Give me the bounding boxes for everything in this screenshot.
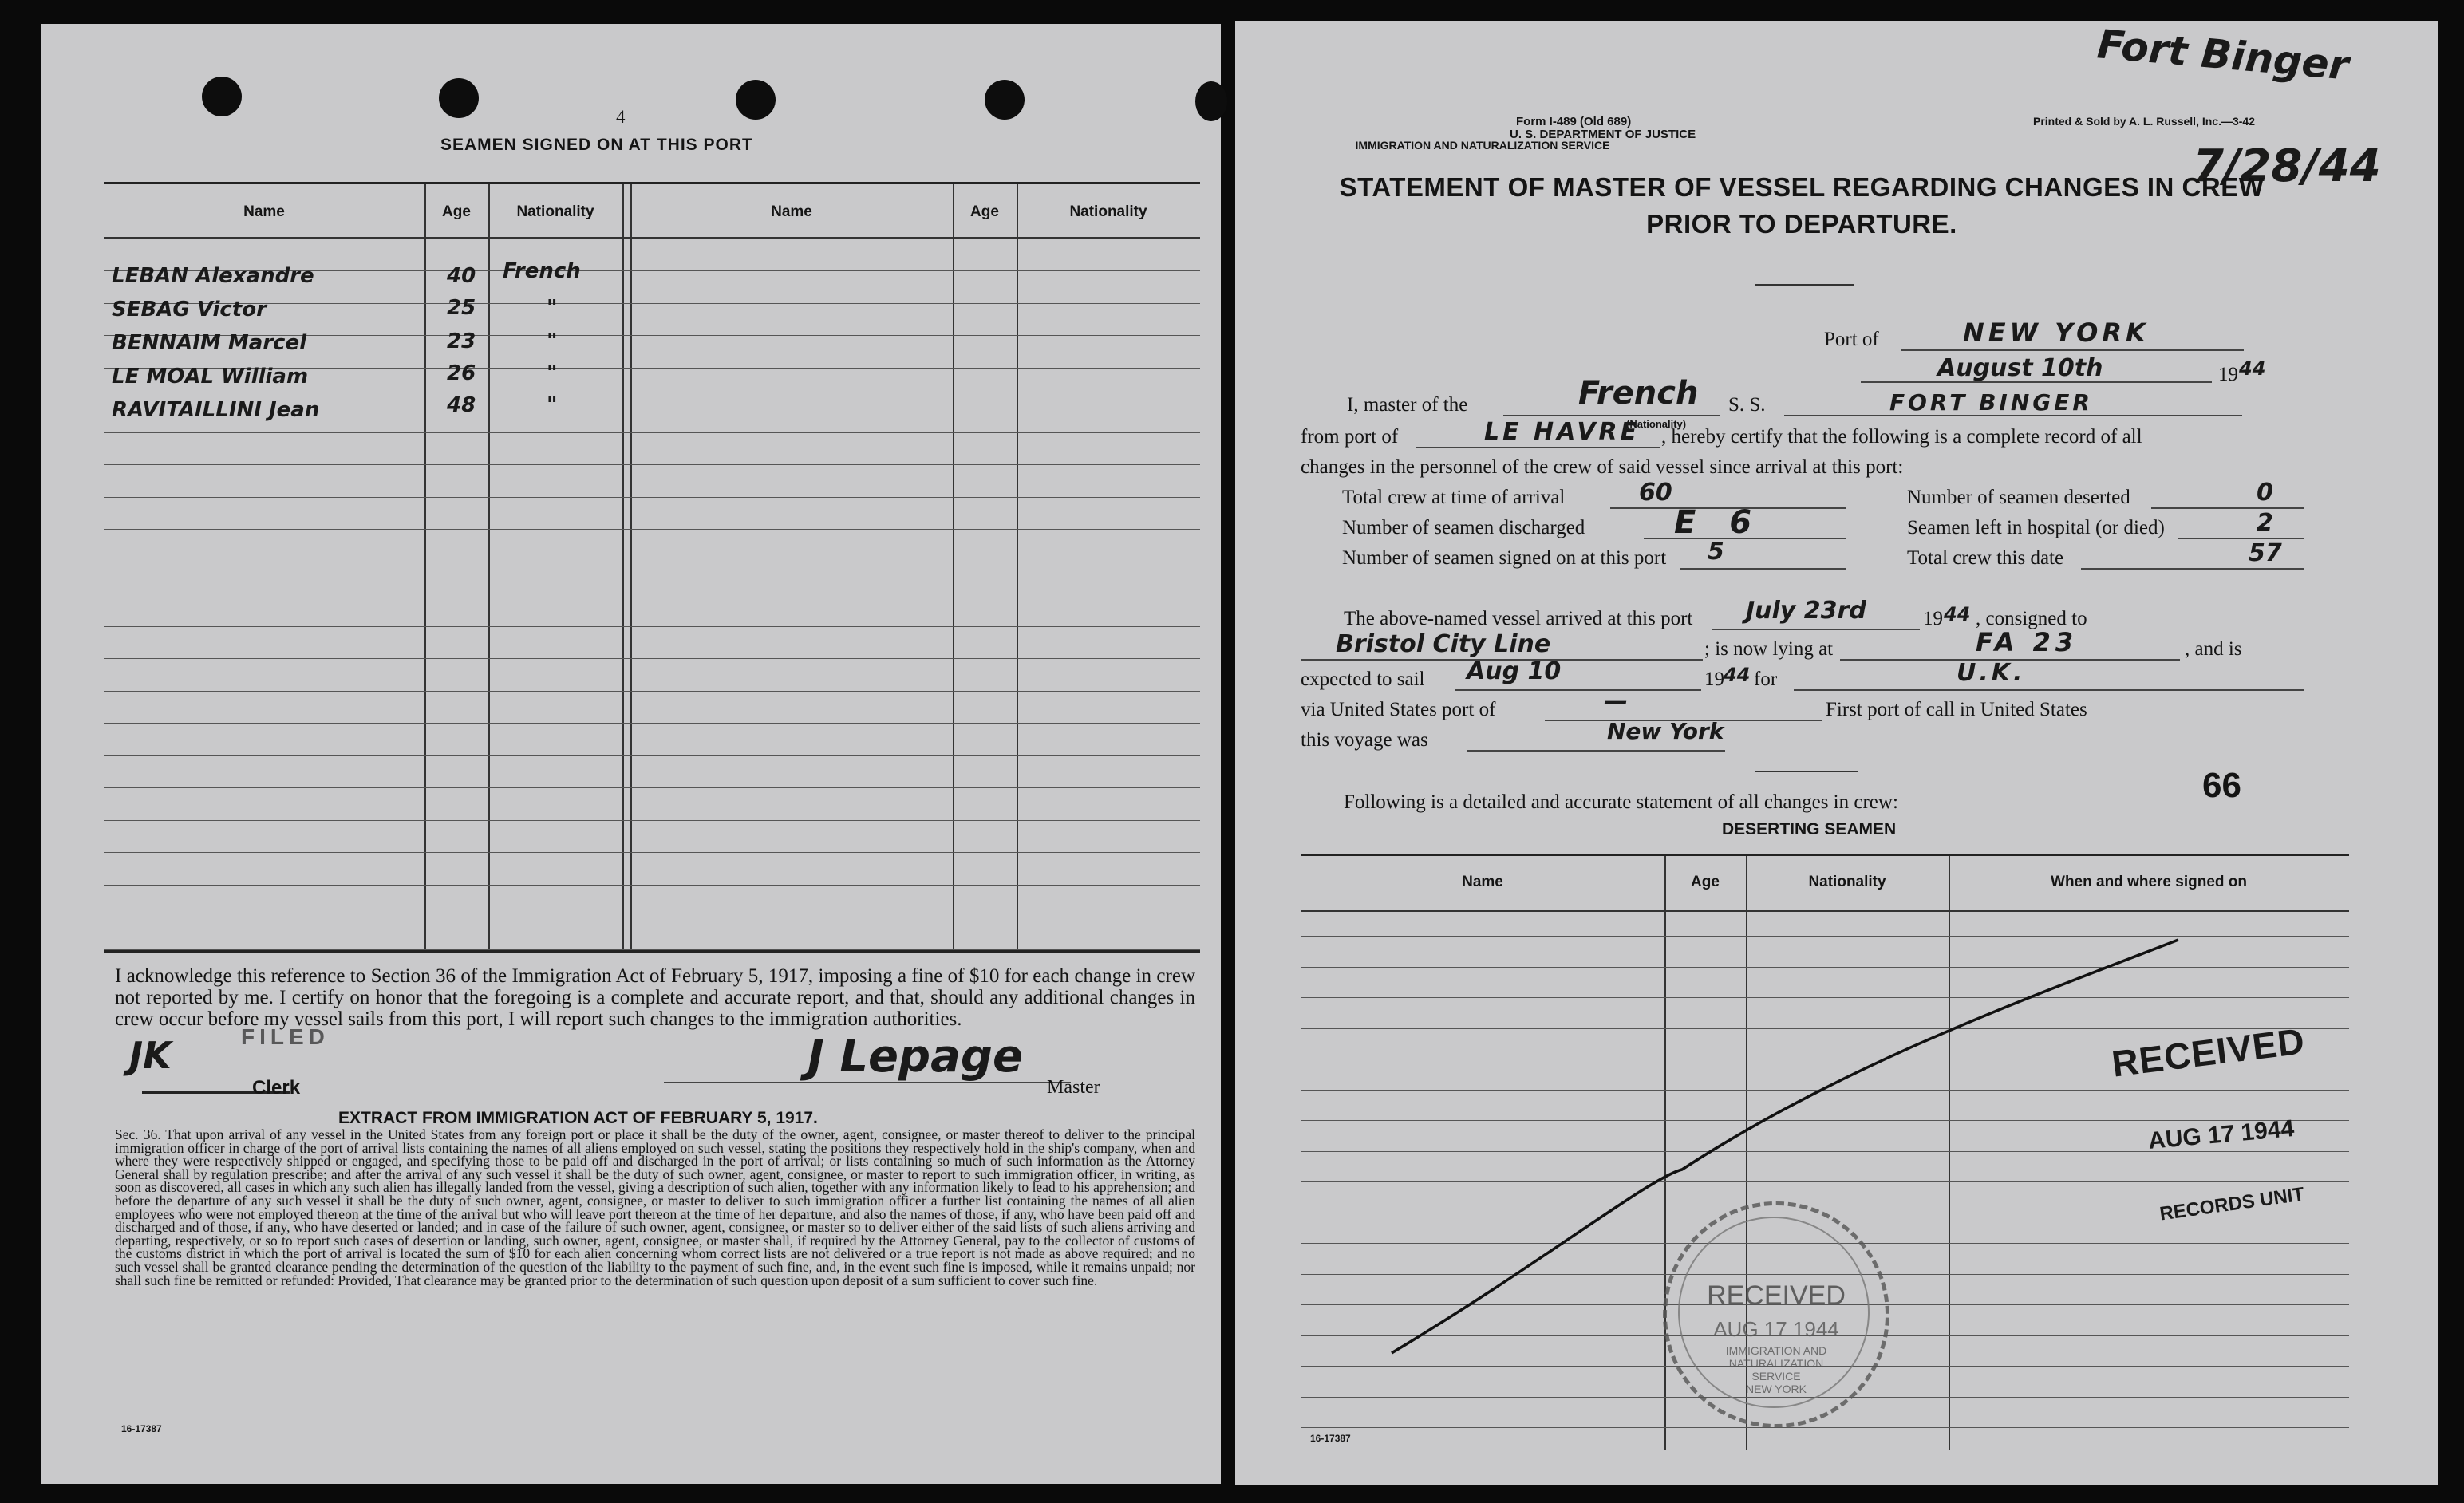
round-stamp-date: AUG 17 1944 xyxy=(1713,1317,1839,1341)
round-stamp-received: RECEIVED xyxy=(1707,1280,1846,1311)
changes-text: changes in the personnel of the crew of said vessel since arrival at this port: xyxy=(1301,456,1904,478)
consignee-value: Bristol City Line xyxy=(1336,630,1551,658)
crew-nationality: " xyxy=(547,393,558,417)
crew-age: 40 xyxy=(447,264,476,288)
total-crew-arrival-value: 60 xyxy=(1639,479,1672,507)
date-value: August 10th xyxy=(1937,354,2103,382)
ruled-line xyxy=(104,755,1200,756)
col-header-age: Age xyxy=(1691,874,1720,890)
total-crew-date-value: 57 xyxy=(2249,539,2282,567)
certify-text: , hereby certify that the following is a complete record of all xyxy=(1661,426,2142,448)
section-title: SEAMEN SIGNED ON AT THIS PORT xyxy=(440,136,753,154)
left-page xyxy=(41,24,1221,1484)
crew-age: 23 xyxy=(447,329,476,353)
following-text: Following is a detailed and accurate statement of all changes in crew: xyxy=(1344,791,1898,813)
acknowledgement-text: I acknowledge this reference to Section 36 of the Immigration Act of February 5, 1917, imposing a fine of $10 for each change in crew not reported by me. I certify on honor that the foregoing is a complete and accurate report, and that, should any additional changes in crew occur before my vessel sails from this port, I will report such changes to the immigration authorities. xyxy=(115,965,1195,1030)
form-title-line2: PRIOR TO DEPARTURE. xyxy=(1646,209,1957,239)
clerk-initials: JK xyxy=(129,1034,172,1077)
from-port-value: LE HAVRE xyxy=(1484,418,1641,446)
punch-hole xyxy=(439,78,479,118)
deserting-title: DESERTING SEAMEN xyxy=(1722,820,1897,838)
col-header-nationality: Nationality xyxy=(1808,874,1886,890)
right-page xyxy=(1235,21,2438,1485)
consigned-label: , consigned to xyxy=(1976,608,2087,629)
clerk-label: Clerk xyxy=(252,1077,301,1099)
signed-on-table xyxy=(104,182,1200,953)
col-header-name: Name xyxy=(1462,874,1503,890)
first-port-label: First port of call in United States xyxy=(1826,699,2087,720)
ruled-line xyxy=(104,626,1200,627)
lying-label: ; is now lying at xyxy=(1704,638,1834,660)
ruled-line xyxy=(104,820,1200,821)
handwritten-ship-note: Fort Binger xyxy=(2095,21,2351,89)
service: IMMIGRATION AND NATURALIZATION SERVICE xyxy=(1355,139,1610,152)
ruled-line xyxy=(104,852,1200,853)
department: U. S. DEPARTMENT OF JUSTICE xyxy=(1510,128,1696,141)
crew-name: SEBAG Victor xyxy=(112,298,267,322)
ruled-line xyxy=(104,464,1200,465)
via-label: via United States port of xyxy=(1301,699,1496,720)
form-code: 16-17387 xyxy=(1310,1433,1351,1444)
and-is-label: , and is xyxy=(2185,638,2242,660)
received-stamp: RECEIVED xyxy=(2109,1020,2308,1085)
signed-on-value: 5 xyxy=(1708,538,1724,566)
expected-year-prefix: 19 xyxy=(1704,669,1724,690)
arrived-label: The above-named vessel arrived at this port xyxy=(1344,608,1693,629)
nationality-caption: (Nationality) xyxy=(1626,418,1687,430)
expected-value: Aug 10 xyxy=(1467,657,1562,685)
hospital-value: 2 xyxy=(2257,509,2273,537)
punch-hole xyxy=(1195,81,1227,121)
deserted-value: 0 xyxy=(2257,479,2273,507)
col-header-nationality: Nationality xyxy=(516,203,594,220)
port-value: NEW YORK xyxy=(1963,318,2150,348)
discharged-value: E 6 xyxy=(1674,504,1763,541)
punch-hole xyxy=(202,77,242,116)
master-label: Master xyxy=(1047,1077,1100,1098)
voyage-label: this voyage was xyxy=(1301,729,1428,751)
punch-hole xyxy=(736,80,776,120)
printer: Printed & Sold by A. L. Russell, Inc.—3-42 xyxy=(2033,115,2255,128)
round-received-stamp xyxy=(1663,1201,1889,1428)
round-stamp-line2: NATURALIZATION xyxy=(1728,1357,1824,1370)
ruled-line xyxy=(104,303,1200,304)
master-signature: J Lepage xyxy=(808,1031,1023,1083)
col-header-signed-on: When and where signed on xyxy=(2051,874,2247,890)
round-stamp-line3: SERVICE xyxy=(1751,1370,1801,1383)
for-label: for xyxy=(1754,669,1778,690)
ruled-line xyxy=(104,432,1200,433)
round-stamp-line1: IMMIGRATION AND xyxy=(1725,1344,1827,1357)
crew-name: RAVITAILLINI Jean xyxy=(112,398,320,422)
extract-text: Sec. 36. That upon arrival of any vessel in the United States from any foreign port or place it shall be the duty of the owner, agent, consignee, or master thereof to deliver to the principal immigration officer in charge of the port of arrival lists containing the names of all aliens employed on such vessel, stating the positions they respectively hold in the ship's company, when and where they were respectively shipped or engaged, and specifying those to be paid off and discharged in the port of arrival; or lists containing so much of such information as the Attorney General shall by regulation prescribe; and after the arrival of any such vessel it shall be the duty of such owner, agent, consignee, or master to report to such immigration officer, in writing, as soon as discovered, all cases in which any such alien has illegally landed from the vessel, giving a description of such alien, together with any information likely to lead to his apprehension; and before the departure of any such vessel it shall be the duty of such owner, agent, consignee, or master to deliver to such immigration officer a further list containing the names of all alien employees who were not employed thereon at the time of the arrival but who will leave port thereon at the time of her departure, and also the names of those, if any, who have been paid off and discharged and of those, if any, who have deserted or landed; and in case of the failure of such owner, agent, consignee, or master so to deliver either of the said lists of such aliens arriving and departing, respectively, or so to report such cases of desertion or landing, such owner, agent, consignee, or master shall, if required by the Attorney General, pay to the collector of customs of the customs district in which the port of arrival is located the sum of $10 for each alien concerning whom correct lists are not delivered or a true report is not made as above required; and no such vessel shall be granted clearance pending the determination of the question of the liability to the payment of such fine, and, in the event such fine is imposed, while it remains unpaid; nor shall such fine be remitted or refunded: Provided, That clearance may be granted prior to the determination of such question upon deposit of a sum sufficient to cover such fine. xyxy=(115,1126,1195,1288)
expected-label: expected to sail xyxy=(1301,669,1425,690)
arrived-year-prefix: 19 xyxy=(1923,608,1943,629)
crew-nationality: French xyxy=(503,259,581,283)
crew-name: LEBAN Alexandre xyxy=(112,264,314,288)
page-number: 4 xyxy=(616,107,626,127)
total-crew-date-label: Total crew this date xyxy=(1907,547,2064,569)
ruled-line xyxy=(104,949,1200,950)
nationality-value: French xyxy=(1578,375,1699,412)
ss-label: S. S. xyxy=(1728,394,1766,416)
from-port-label: from port of xyxy=(1301,426,1399,448)
ruled-line xyxy=(104,723,1200,724)
form-code: 16-17387 xyxy=(121,1423,162,1434)
handwritten-number: 66 xyxy=(2202,766,2241,805)
col-header-age: Age xyxy=(442,203,471,220)
ruled-line xyxy=(104,691,1200,692)
arrived-year: 44 xyxy=(1944,603,1971,625)
crew-age: 25 xyxy=(447,296,476,320)
hospital-label: Seamen left in hospital (or died) xyxy=(1907,517,2165,538)
ruled-line xyxy=(104,658,1200,659)
records-unit-stamp: RECORDS UNIT xyxy=(2158,1183,2306,1225)
crew-nationality: " xyxy=(547,329,558,353)
ruled-line xyxy=(104,885,1200,886)
crew-nationality: " xyxy=(547,296,558,320)
form-number: Form I-489 (Old 689) xyxy=(1516,115,1632,128)
col-header-nationality: Nationality xyxy=(1069,203,1147,220)
crew-age: 48 xyxy=(447,393,476,417)
signed-on-label: Number of seamen signed on at this port xyxy=(1342,547,1667,569)
punch-hole xyxy=(985,80,1025,120)
received-date-stamp: AUG 17 1944 xyxy=(2146,1115,2296,1154)
crew-nationality: " xyxy=(547,361,558,385)
extract-title: EXTRACT FROM IMMIGRATION ACT OF FEBRUARY 5, 1917. xyxy=(338,1109,818,1127)
col-header-name: Name xyxy=(243,203,285,220)
col-header-name: Name xyxy=(771,203,812,220)
for-value: U.K. xyxy=(1957,659,2026,687)
ruled-line xyxy=(104,787,1200,788)
crew-name: BENNAIM Marcel xyxy=(112,331,307,355)
crew-name: LE MOAL William xyxy=(112,365,309,389)
total-crew-arrival-label: Total crew at time of arrival xyxy=(1342,487,1566,508)
deserted-label: Number of seamen deserted xyxy=(1907,487,2130,508)
via-value: — xyxy=(1604,688,1628,716)
ruled-line xyxy=(104,529,1200,530)
handwritten-date-note: 7/28/44 xyxy=(2193,140,2381,192)
form-title-line1: STATEMENT OF MASTER OF VESSEL REGARDING CHANGES IN CREW xyxy=(1339,172,2265,202)
crew-age: 26 xyxy=(447,361,476,385)
discharged-label: Number of seamen discharged xyxy=(1342,517,1585,538)
round-stamp-line4: NEW YORK xyxy=(1746,1383,1807,1395)
year-value: 44 xyxy=(2239,357,2266,380)
arrived-value: July 23rd xyxy=(1746,597,1866,625)
year-prefix: 19 xyxy=(2218,364,2238,385)
lying-value: FA 23 xyxy=(1976,627,2079,657)
col-header-age: Age xyxy=(970,203,999,220)
ruled-line xyxy=(104,497,1200,498)
filed-stamp: FILED xyxy=(241,1024,330,1049)
master-of-label: I, master of the xyxy=(1347,394,1468,416)
port-label: Port of xyxy=(1824,329,1879,350)
expected-year: 44 xyxy=(1724,664,1751,686)
ship-name: FORT BINGER xyxy=(1889,389,2093,416)
voyage-value: New York xyxy=(1607,718,1724,744)
